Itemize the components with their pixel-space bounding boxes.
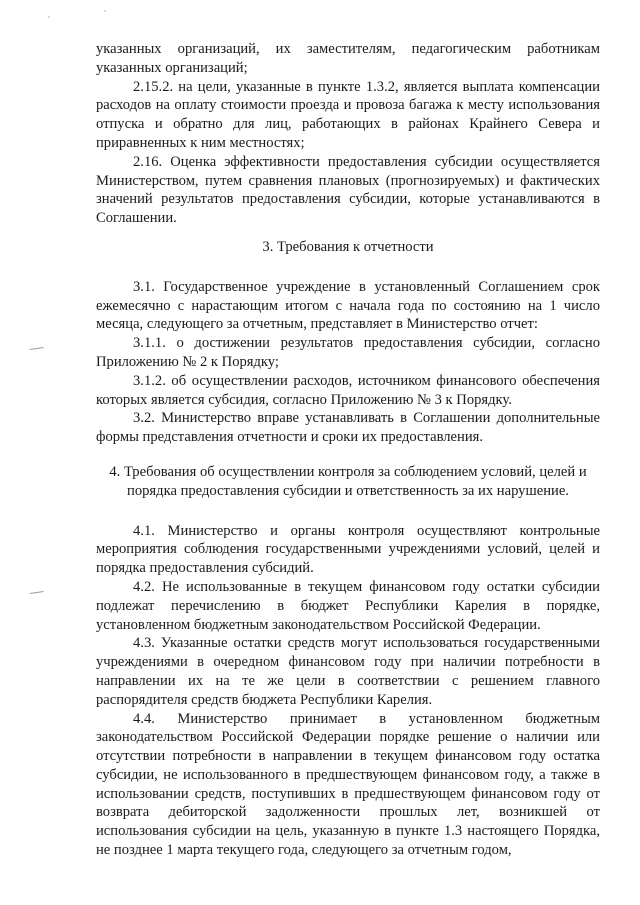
paragraph-3-2: 3.2. Министерство вправе устанавливать в Соглашении дополнительные формы представления отчетности и сроки их предоставления. xyxy=(96,410,600,446)
paragraph-4-4: 4.4. Министерство принимает в установленном бюджетным законодательством Российской Федерации порядке решение о наличии или отсутствии потребности в направлении в текущем финансовом году остатка субсидии, не использованного в предшествующем финансовом году, а также в использовании средств, поступивших в предшествующем финансовом году от возврата дебиторской задолженности прошлых лет, возникшей от использования субсидии на цель, указанную в пункте 1.3 настоящего Порядка, не позднее 1 марта текущего года, следующего за отчетным годом, xyxy=(96,710,600,859)
scan-speck xyxy=(48,16,50,18)
paragraph-3-1: 3.1. Государственное учреждение в установленный Соглашением срок ежемесячно с нарастающим итогом с начала года по состоянию на 1 число месяца, следующего за отчетным, представляет в Министерство отчет: xyxy=(96,278,600,333)
scan-margin-mark xyxy=(30,591,45,598)
paragraph-2-16: 2.16. Оценка эффективности предоставления субсидии осуществляется Министерством, путем сравнения плановых (прогнозируемых) и фактических значений результатов предоставления субсидии, которые устанавливаются в Соглашении. xyxy=(96,153,600,227)
paragraph-3-1-2: 3.1.2. об осуществлении расходов, источником финансового обеспечения которых является субсидия, согласно Приложению № 3 к Порядку. xyxy=(96,372,600,408)
paragraph-continuation: указанных организаций, их заместителям, педагогическим работникам указанных организаций; xyxy=(96,41,600,76)
section-4-heading: 4. Требования об осуществлении контроля за соблюдением условий, целей и порядка предоставления субсидии и ответственность за их нарушение. xyxy=(109,463,587,499)
paragraph-2-15-2: 2.15.2. на цели, указанные в пункте 1.3.2, является выплата компенсации расходов на оплату стоимости проезда и провоза багажа к месту использования отпуска и обратно для лиц, работающих в районах Крайнего Севера и приравненных к ним местностях; xyxy=(96,78,600,151)
paragraph-4-1: 4.1. Министерство и органы контроля осуществляют контрольные мероприятия соблюдения государственными учреждениями условий, целей и порядка предоставления субсидий. xyxy=(96,522,600,577)
document-page xyxy=(96,40,600,860)
paragraph-4-3: 4.3. Указанные остатки средств могут использоваться государственными учреждениями в очередном финансовом году при наличии потребности в направлении их на те же цели в соответствии с решением главного распорядителя средств бюджета Республики Карелия. xyxy=(96,635,600,708)
scan-margin-mark xyxy=(30,347,45,354)
paragraph-4-2: 4.2. Не использованные в текущем финансовом году остатки субсидии подлежат перечислению в бюджет Республики Карелия в порядке, установленном бюджетным законодательством Российской Федерации. xyxy=(96,578,600,633)
scan-speck xyxy=(104,10,106,12)
paragraph-3-1-1: 3.1.1. о достижении результатов предоставления субсидии, согласно Приложению № 2 к Порядку; xyxy=(96,335,600,370)
section-3-heading: 3. Требования к отчетности xyxy=(262,238,434,255)
